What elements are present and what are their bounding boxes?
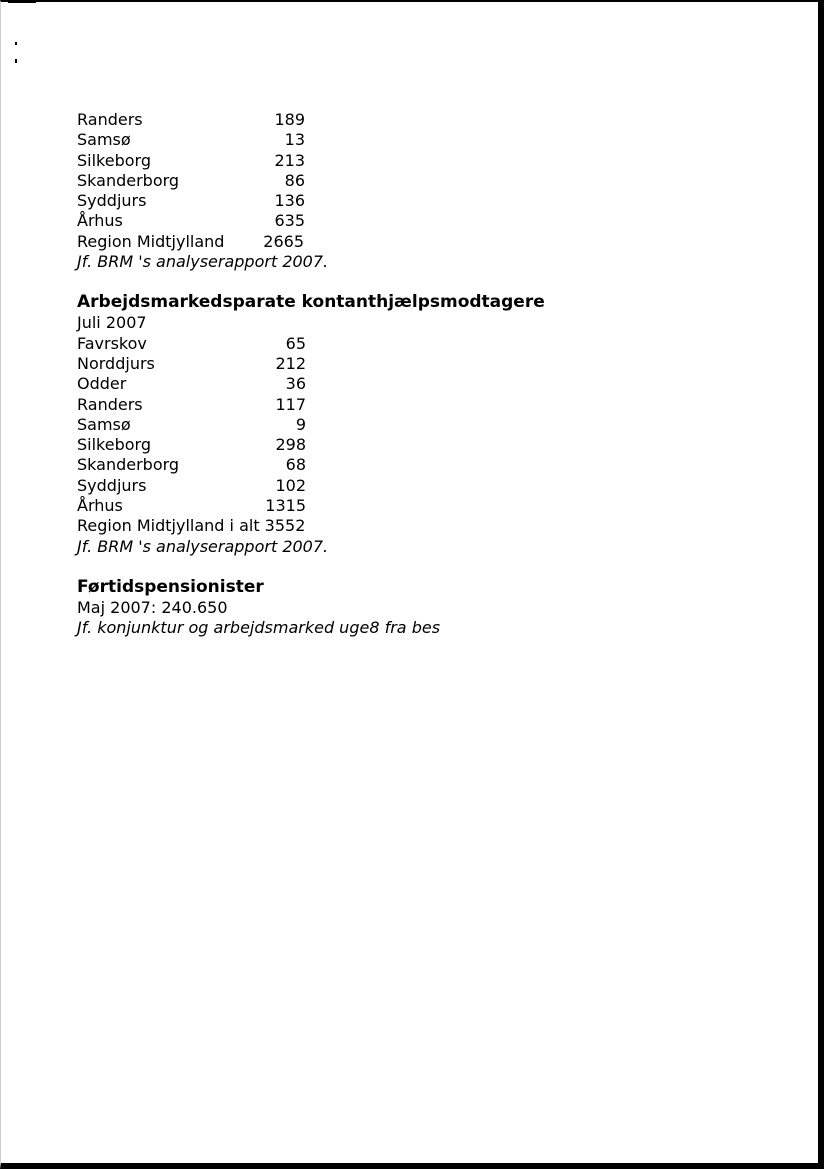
scan-mark <box>15 42 17 45</box>
row-name: Skanderborg <box>77 170 180 190</box>
row-name: Syddjurs <box>77 191 147 211</box>
table-row <box>77 211 305 231</box>
table-row <box>77 435 306 455</box>
row-value: 13 <box>284 130 305 150</box>
row-name: Randers <box>77 110 143 129</box>
table-row <box>77 395 306 415</box>
table-row <box>77 171 305 191</box>
table-row-total <box>77 232 305 252</box>
row-value: 9 <box>295 414 306 434</box>
row-name: Favrskov <box>77 333 147 353</box>
source-note: Jf. BRM 's analyserapport 2007. <box>77 252 329 272</box>
row-value: 65 <box>285 333 306 353</box>
row-value: 86 <box>284 170 305 190</box>
row-value: 68 <box>285 455 306 475</box>
row-name: Silkeborg <box>77 435 151 455</box>
source-note: Jf. BRM 's analyserapport 2007. <box>77 536 329 556</box>
row-value: 213 <box>274 150 305 170</box>
table-row <box>77 496 306 516</box>
table-row <box>77 334 306 354</box>
table-row <box>77 415 306 435</box>
table-row <box>77 151 305 171</box>
row-value: 212 <box>275 353 306 373</box>
table-row <box>77 476 306 496</box>
scan-mark <box>8 0 36 3</box>
row-name: Samsø <box>77 414 131 434</box>
row-name: Odder <box>77 374 127 394</box>
municipality-table-1 <box>77 110 305 252</box>
section-heading: Førtidspensionister <box>77 576 264 597</box>
period-label: Juli 2007 <box>77 313 147 333</box>
municipality-table-2 <box>77 334 306 517</box>
row-name: Samsø <box>77 130 131 150</box>
row-name: Silkeborg <box>77 150 151 170</box>
table-row <box>77 374 306 394</box>
table-row <box>77 130 305 150</box>
row-value: 2665 <box>263 231 304 251</box>
row-value: 117 <box>275 394 306 414</box>
row-name: Skanderborg <box>77 455 180 475</box>
row-value: 136 <box>274 191 305 211</box>
total-line: Region Midtjylland i alt 3552 <box>77 516 306 536</box>
section-heading: Arbejdsmarkedsparate kontanthjælpsmodtagere <box>77 292 545 313</box>
row-name: Norddjurs <box>77 353 155 373</box>
value-line: Maj 2007: 240.650 <box>77 597 228 617</box>
row-name: Syddjurs <box>77 475 147 495</box>
row-name: Randers <box>77 394 143 414</box>
row-value: 102 <box>275 475 306 495</box>
table-row <box>77 455 306 475</box>
row-name: Århus <box>77 211 123 231</box>
table-row <box>77 191 305 211</box>
row-name: Århus <box>77 496 123 516</box>
row-value: 1315 <box>265 496 306 516</box>
document-body <box>77 110 777 639</box>
row-value: 36 <box>285 374 306 394</box>
table-row <box>77 110 305 130</box>
scan-mark <box>15 59 17 63</box>
table-row <box>77 354 306 374</box>
row-value: 189 <box>274 110 305 129</box>
source-note: Jf. konjunktur og arbejdsmarked uge8 fra bes <box>77 618 441 638</box>
row-name: Region Midtjylland <box>77 231 225 251</box>
row-value: 298 <box>275 435 306 455</box>
row-value: 635 <box>274 211 305 231</box>
